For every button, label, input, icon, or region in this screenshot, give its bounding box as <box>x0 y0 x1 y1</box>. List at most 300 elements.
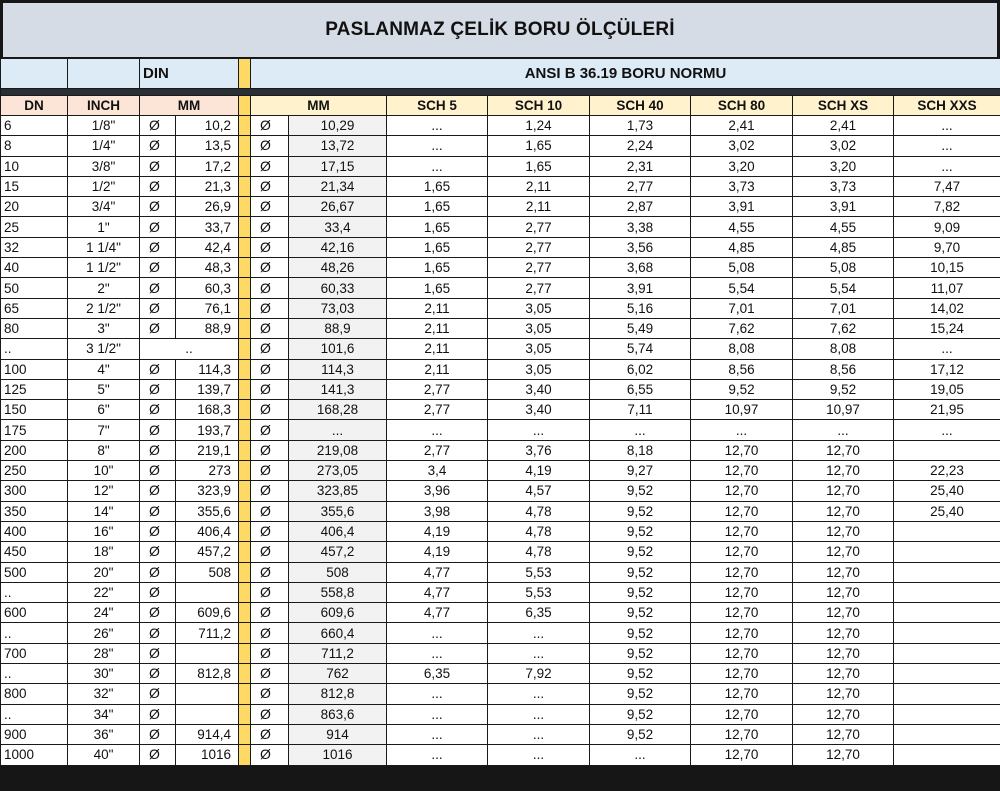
diameter-icon: Ø <box>251 197 289 217</box>
group-header-row <box>1 59 1000 89</box>
schxs-cell: 2,41 <box>793 116 894 136</box>
diameter-icon: Ø <box>251 217 289 237</box>
separator-gap <box>239 318 251 338</box>
din-mm-cell: 88,9 <box>176 318 239 338</box>
sch80-cell: 9,52 <box>691 379 793 399</box>
sch40-cell: ... <box>590 420 691 440</box>
sch10-cell: 2,11 <box>488 197 590 217</box>
sch80-cell: 4,55 <box>691 217 793 237</box>
inch-cell: 12" <box>68 481 140 501</box>
group-blank-cell <box>68 59 140 89</box>
diameter-icon: Ø <box>251 664 289 684</box>
table-row <box>1 359 1000 379</box>
ansi-mm-cell: 457,2 <box>289 542 387 562</box>
din-mm-cell: 42,4 <box>176 237 239 257</box>
schxs-cell: 12,70 <box>793 582 894 602</box>
schxxs-cell <box>894 623 1000 643</box>
table-row <box>1 643 1000 663</box>
inch-cell: 3" <box>68 318 140 338</box>
diameter-icon: Ø <box>140 724 176 744</box>
sch10-cell: 4,19 <box>488 461 590 481</box>
sch10-cell: 2,77 <box>488 217 590 237</box>
schxs-cell: 3,02 <box>793 136 894 156</box>
table-row <box>1 562 1000 582</box>
dn-cell: 10 <box>1 156 68 176</box>
sch10-cell: 3,40 <box>488 400 590 420</box>
diameter-icon: Ø <box>251 298 289 318</box>
sch10-cell: 5,53 <box>488 582 590 602</box>
inch-cell: 16" <box>68 521 140 541</box>
inch-cell: 5" <box>68 379 140 399</box>
sch80-cell: 12,70 <box>691 664 793 684</box>
inch-cell: 10" <box>68 461 140 481</box>
ansi-mm-cell: 168,28 <box>289 400 387 420</box>
sch5-cell: 2,11 <box>387 359 488 379</box>
schxxs-cell: 15,24 <box>894 318 1000 338</box>
ansi-mm-cell: 114,3 <box>289 359 387 379</box>
separator-gap <box>239 197 251 217</box>
schxs-cell: 12,70 <box>793 643 894 663</box>
separator-gap <box>239 643 251 663</box>
sch40-cell: 9,52 <box>590 521 691 541</box>
diameter-icon: Ø <box>251 542 289 562</box>
separator-gap <box>239 724 251 744</box>
din-mm-cell: 219,1 <box>176 440 239 460</box>
diameter-icon: Ø <box>251 278 289 298</box>
schxxs-cell: 9,09 <box>894 217 1000 237</box>
group-blank-cell <box>1 59 68 89</box>
ansi-mm-cell: 1016 <box>289 745 387 765</box>
header-schxs: SCH XS <box>793 96 894 116</box>
sch40-cell: 2,77 <box>590 176 691 196</box>
separator-gap <box>239 623 251 643</box>
inch-cell: 7" <box>68 420 140 440</box>
diameter-icon: Ø <box>140 440 176 460</box>
sch80-cell: 12,70 <box>691 704 793 724</box>
header-schxxs: SCH XXS <box>894 96 1000 116</box>
sch5-cell: ... <box>387 704 488 724</box>
sch5-cell: 1,65 <box>387 237 488 257</box>
diameter-icon: Ø <box>140 217 176 237</box>
inch-cell: 18" <box>68 542 140 562</box>
sch5-cell: 3,98 <box>387 501 488 521</box>
separator-gap <box>239 278 251 298</box>
schxxs-cell <box>894 603 1000 623</box>
ansi-mm-cell: 17,15 <box>289 156 387 176</box>
ansi-mm-cell: ... <box>289 420 387 440</box>
table-row <box>1 704 1000 724</box>
sch40-cell: 9,52 <box>590 603 691 623</box>
table-row <box>1 603 1000 623</box>
sch80-cell: 4,85 <box>691 237 793 257</box>
dn-cell: 500 <box>1 562 68 582</box>
diameter-icon: Ø <box>251 176 289 196</box>
inch-cell: 14" <box>68 501 140 521</box>
schxs-cell: 12,70 <box>793 603 894 623</box>
sch5-cell: 6,35 <box>387 664 488 684</box>
table-row <box>1 379 1000 399</box>
diameter-icon: Ø <box>251 379 289 399</box>
diameter-icon: Ø <box>251 745 289 765</box>
diameter-icon: Ø <box>140 400 176 420</box>
schxs-cell: 12,70 <box>793 562 894 582</box>
din-mm-cell: 10,2 <box>176 116 239 136</box>
sheet-title: PASLANMAZ ÇELİK BORU ÖLÇÜLERİ <box>3 3 997 57</box>
inch-cell: 40" <box>68 745 140 765</box>
ansi-mm-cell: 609,6 <box>289 603 387 623</box>
sch10-cell: ... <box>488 684 590 704</box>
dn-cell: 450 <box>1 542 68 562</box>
sch10-cell: ... <box>488 724 590 744</box>
din-mm-cell <box>176 643 239 663</box>
schxs-cell: 12,70 <box>793 501 894 521</box>
table-row <box>1 400 1000 420</box>
sch40-cell: 9,52 <box>590 664 691 684</box>
sch80-cell: 2,41 <box>691 116 793 136</box>
schxs-cell: 8,56 <box>793 359 894 379</box>
ansi-mm-cell: 219,08 <box>289 440 387 460</box>
diameter-icon: Ø <box>251 258 289 278</box>
din-mm-cell: 273 <box>176 461 239 481</box>
din-mm-cell: 26,9 <box>176 197 239 217</box>
ansi-mm-cell: 33,4 <box>289 217 387 237</box>
diameter-icon: Ø <box>140 258 176 278</box>
schxs-cell: 3,73 <box>793 176 894 196</box>
dn-cell: 1000 <box>1 745 68 765</box>
ansi-mm-cell: 711,2 <box>289 643 387 663</box>
header-ansi-mm: MM <box>251 96 387 116</box>
schxxs-cell <box>894 643 1000 663</box>
schxs-cell: 12,70 <box>793 684 894 704</box>
dn-cell: 50 <box>1 278 68 298</box>
diameter-icon: Ø <box>251 643 289 663</box>
sch5-cell: 3,96 <box>387 481 488 501</box>
schxs-cell: 7,62 <box>793 318 894 338</box>
sch5-cell: 4,77 <box>387 603 488 623</box>
ansi-mm-cell: 48,26 <box>289 258 387 278</box>
din-mm-cell: 33,7 <box>176 217 239 237</box>
sch80-cell: 3,91 <box>691 197 793 217</box>
diameter-icon: Ø <box>140 501 176 521</box>
schxxs-cell: ... <box>894 136 1000 156</box>
din-mm-cell <box>176 582 239 602</box>
diameter-icon: Ø <box>140 603 176 623</box>
ansi-mm-cell: 863,6 <box>289 704 387 724</box>
ansi-mm-cell: 21,34 <box>289 176 387 196</box>
inch-cell: 3 1/2" <box>68 339 140 359</box>
diameter-icon: Ø <box>251 420 289 440</box>
dn-cell: 900 <box>1 724 68 744</box>
din-mm-cell: 21,3 <box>176 176 239 196</box>
table-row <box>1 542 1000 562</box>
sch10-cell: 3,40 <box>488 379 590 399</box>
diameter-icon: Ø <box>140 359 176 379</box>
ansi-mm-cell: 508 <box>289 562 387 582</box>
sch10-cell: ... <box>488 623 590 643</box>
sch80-cell: 8,08 <box>691 339 793 359</box>
table-row <box>1 664 1000 684</box>
sch10-cell: 2,11 <box>488 176 590 196</box>
ansi-mm-cell: 10,29 <box>289 116 387 136</box>
schxxs-cell <box>894 542 1000 562</box>
din-group-label: DIN <box>140 59 239 89</box>
schxs-cell: 5,54 <box>793 278 894 298</box>
schxs-cell: 5,08 <box>793 258 894 278</box>
separator-gap <box>239 704 251 724</box>
schxxs-cell: 14,02 <box>894 298 1000 318</box>
ansi-group-label: ANSI B 36.19 BORU NORMU <box>251 59 1000 89</box>
sch80-cell: 12,70 <box>691 603 793 623</box>
schxxs-cell: 10,15 <box>894 258 1000 278</box>
table-row <box>1 197 1000 217</box>
sch10-cell: ... <box>488 704 590 724</box>
sch80-cell: 5,08 <box>691 258 793 278</box>
sch5-cell: 1,65 <box>387 258 488 278</box>
sch5-cell: ... <box>387 745 488 765</box>
ansi-mm-cell: 26,67 <box>289 197 387 217</box>
separator-gap <box>239 461 251 481</box>
sch40-cell: 9,52 <box>590 684 691 704</box>
dn-cell: 20 <box>1 197 68 217</box>
sch80-cell: 7,62 <box>691 318 793 338</box>
dn-cell: 150 <box>1 400 68 420</box>
schxxs-cell: 19,05 <box>894 379 1000 399</box>
din-mm-cell: 193,7 <box>176 420 239 440</box>
sch5-cell: 4,77 <box>387 582 488 602</box>
inch-cell: 2 1/2" <box>68 298 140 318</box>
dn-cell: 300 <box>1 481 68 501</box>
sch40-cell: 9,52 <box>590 582 691 602</box>
header-din-mm: MM <box>140 96 239 116</box>
sch5-cell: ... <box>387 156 488 176</box>
ansi-mm-cell: 914 <box>289 724 387 744</box>
din-mm-cell <box>176 704 239 724</box>
sch40-cell: 9,52 <box>590 623 691 643</box>
sch80-cell: ... <box>691 420 793 440</box>
table-row <box>1 521 1000 541</box>
din-mm-cell: 406,4 <box>176 521 239 541</box>
sch80-cell: 12,70 <box>691 521 793 541</box>
schxs-cell: 8,08 <box>793 339 894 359</box>
din-mm-cell: 76,1 <box>176 298 239 318</box>
separator-gap <box>239 603 251 623</box>
separator-gap <box>239 745 251 765</box>
diameter-icon: Ø <box>251 339 289 359</box>
sch10-cell: ... <box>488 420 590 440</box>
schxxs-cell <box>894 664 1000 684</box>
dn-cell: 600 <box>1 603 68 623</box>
inch-cell: 24" <box>68 603 140 623</box>
inch-cell: 26" <box>68 623 140 643</box>
separator-gap <box>239 258 251 278</box>
sch5-cell: ... <box>387 420 488 440</box>
inch-cell: 20" <box>68 562 140 582</box>
column-header-row <box>1 96 1000 116</box>
table-row <box>1 217 1000 237</box>
schxs-cell: 12,70 <box>793 521 894 541</box>
sch80-cell: 8,56 <box>691 359 793 379</box>
pipe-size-table <box>0 58 1000 766</box>
sch80-cell: 3,73 <box>691 176 793 196</box>
diameter-icon: Ø <box>140 542 176 562</box>
dn-cell: 65 <box>1 298 68 318</box>
diameter-icon: Ø <box>251 603 289 623</box>
dn-cell: 6 <box>1 116 68 136</box>
sch40-cell: 5,49 <box>590 318 691 338</box>
sch80-cell: 12,70 <box>691 481 793 501</box>
sch5-cell: 1,65 <box>387 197 488 217</box>
diameter-icon: Ø <box>251 400 289 420</box>
diameter-icon: Ø <box>140 420 176 440</box>
schxxs-cell: 22,23 <box>894 461 1000 481</box>
sch5-cell: ... <box>387 724 488 744</box>
diameter-icon: Ø <box>140 176 176 196</box>
schxxs-cell: 25,40 <box>894 481 1000 501</box>
dn-cell: 400 <box>1 521 68 541</box>
schxxs-cell <box>894 582 1000 602</box>
sch10-cell: 4,78 <box>488 542 590 562</box>
diameter-icon: Ø <box>251 440 289 460</box>
schxs-cell: 12,70 <box>793 440 894 460</box>
separator-gap <box>239 400 251 420</box>
inch-cell: 1/2" <box>68 176 140 196</box>
sch5-cell: ... <box>387 684 488 704</box>
ansi-mm-cell: 812,8 <box>289 684 387 704</box>
schxs-cell: 12,70 <box>793 745 894 765</box>
table-row <box>1 278 1000 298</box>
table-row <box>1 420 1000 440</box>
sch40-cell: 9,52 <box>590 643 691 663</box>
sch40-cell: ... <box>590 745 691 765</box>
schxs-cell: ... <box>793 420 894 440</box>
sch40-cell: 5,74 <box>590 339 691 359</box>
sch5-cell: 4,77 <box>387 562 488 582</box>
schxs-cell: 10,97 <box>793 400 894 420</box>
separator-gap <box>239 542 251 562</box>
sch80-cell: 12,70 <box>691 542 793 562</box>
schxxs-cell: 9,70 <box>894 237 1000 257</box>
din-mm-cell: 508 <box>176 562 239 582</box>
dn-cell: 200 <box>1 440 68 460</box>
ansi-mm-cell: 406,4 <box>289 521 387 541</box>
inch-cell: 1 1/4" <box>68 237 140 257</box>
table-row <box>1 116 1000 136</box>
table-row <box>1 684 1000 704</box>
sch40-cell: 9,52 <box>590 501 691 521</box>
dn-cell: .. <box>1 704 68 724</box>
inch-cell: 8" <box>68 440 140 460</box>
diameter-icon: Ø <box>251 521 289 541</box>
dn-cell: 25 <box>1 217 68 237</box>
table-row <box>1 501 1000 521</box>
sch40-cell: 9,52 <box>590 704 691 724</box>
schxs-cell: 4,55 <box>793 217 894 237</box>
inch-cell: 1 1/2" <box>68 258 140 278</box>
table-row <box>1 318 1000 338</box>
sch40-cell: 3,38 <box>590 217 691 237</box>
dn-cell: 700 <box>1 643 68 663</box>
inch-cell: 36" <box>68 724 140 744</box>
diameter-icon: Ø <box>251 501 289 521</box>
diameter-icon: Ø <box>140 521 176 541</box>
diameter-icon: Ø <box>251 582 289 602</box>
inch-cell: 1" <box>68 217 140 237</box>
schxs-cell: 3,20 <box>793 156 894 176</box>
din-mm-cell <box>176 684 239 704</box>
din-mm-cell: 13,5 <box>176 136 239 156</box>
sch80-cell: 12,70 <box>691 582 793 602</box>
diameter-icon: Ø <box>140 461 176 481</box>
schxxs-cell <box>894 440 1000 460</box>
sch10-cell: 3,05 <box>488 359 590 379</box>
table-row <box>1 176 1000 196</box>
sch5-cell: 1,65 <box>387 217 488 237</box>
dn-cell: 15 <box>1 176 68 196</box>
ansi-mm-cell: 101,6 <box>289 339 387 359</box>
ansi-mm-cell: 60,33 <box>289 278 387 298</box>
sch10-cell: 3,05 <box>488 318 590 338</box>
sch5-cell: 2,77 <box>387 400 488 420</box>
separator-gap <box>239 582 251 602</box>
schxxs-cell <box>894 704 1000 724</box>
sch10-cell: ... <box>488 643 590 663</box>
sch40-cell: 6,55 <box>590 379 691 399</box>
sch80-cell: 10,97 <box>691 400 793 420</box>
sch5-cell: 2,11 <box>387 318 488 338</box>
sch5-cell: ... <box>387 136 488 156</box>
din-mm-cell: 711,2 <box>176 623 239 643</box>
schxxs-cell: 7,82 <box>894 197 1000 217</box>
diameter-icon: Ø <box>140 318 176 338</box>
sch40-cell: 2,31 <box>590 156 691 176</box>
din-mm-cell: 609,6 <box>176 603 239 623</box>
sch40-cell: 7,11 <box>590 400 691 420</box>
schxs-cell: 12,70 <box>793 461 894 481</box>
dn-cell: .. <box>1 664 68 684</box>
separator-gap <box>239 298 251 318</box>
separator-gap <box>239 96 251 116</box>
sch40-cell: 2,87 <box>590 197 691 217</box>
schxxs-cell: 11,07 <box>894 278 1000 298</box>
sch10-cell: 2,77 <box>488 258 590 278</box>
schxs-cell: 12,70 <box>793 664 894 684</box>
diameter-icon: Ø <box>251 318 289 338</box>
inch-cell: 6" <box>68 400 140 420</box>
table-row <box>1 623 1000 643</box>
sch80-cell: 12,70 <box>691 461 793 481</box>
din-mm-cell: 355,6 <box>176 501 239 521</box>
header-sch5: SCH 5 <box>387 96 488 116</box>
diameter-icon: Ø <box>251 684 289 704</box>
din-mm-cell: 457,2 <box>176 542 239 562</box>
sch10-cell: 3,05 <box>488 339 590 359</box>
separator-gap <box>239 420 251 440</box>
sch40-cell: 6,02 <box>590 359 691 379</box>
table-row <box>1 136 1000 156</box>
schxxs-cell <box>894 745 1000 765</box>
header-dn: DN <box>1 96 68 116</box>
diameter-icon: Ø <box>251 481 289 501</box>
ansi-mm-cell: 762 <box>289 664 387 684</box>
diameter-icon: Ø <box>251 461 289 481</box>
din-mm-cell: 60,3 <box>176 278 239 298</box>
separator-gap <box>239 664 251 684</box>
sch5-cell: 2,11 <box>387 339 488 359</box>
dn-cell: 40 <box>1 258 68 278</box>
ansi-mm-cell: 323,85 <box>289 481 387 501</box>
dn-cell: 800 <box>1 684 68 704</box>
dn-cell: 100 <box>1 359 68 379</box>
